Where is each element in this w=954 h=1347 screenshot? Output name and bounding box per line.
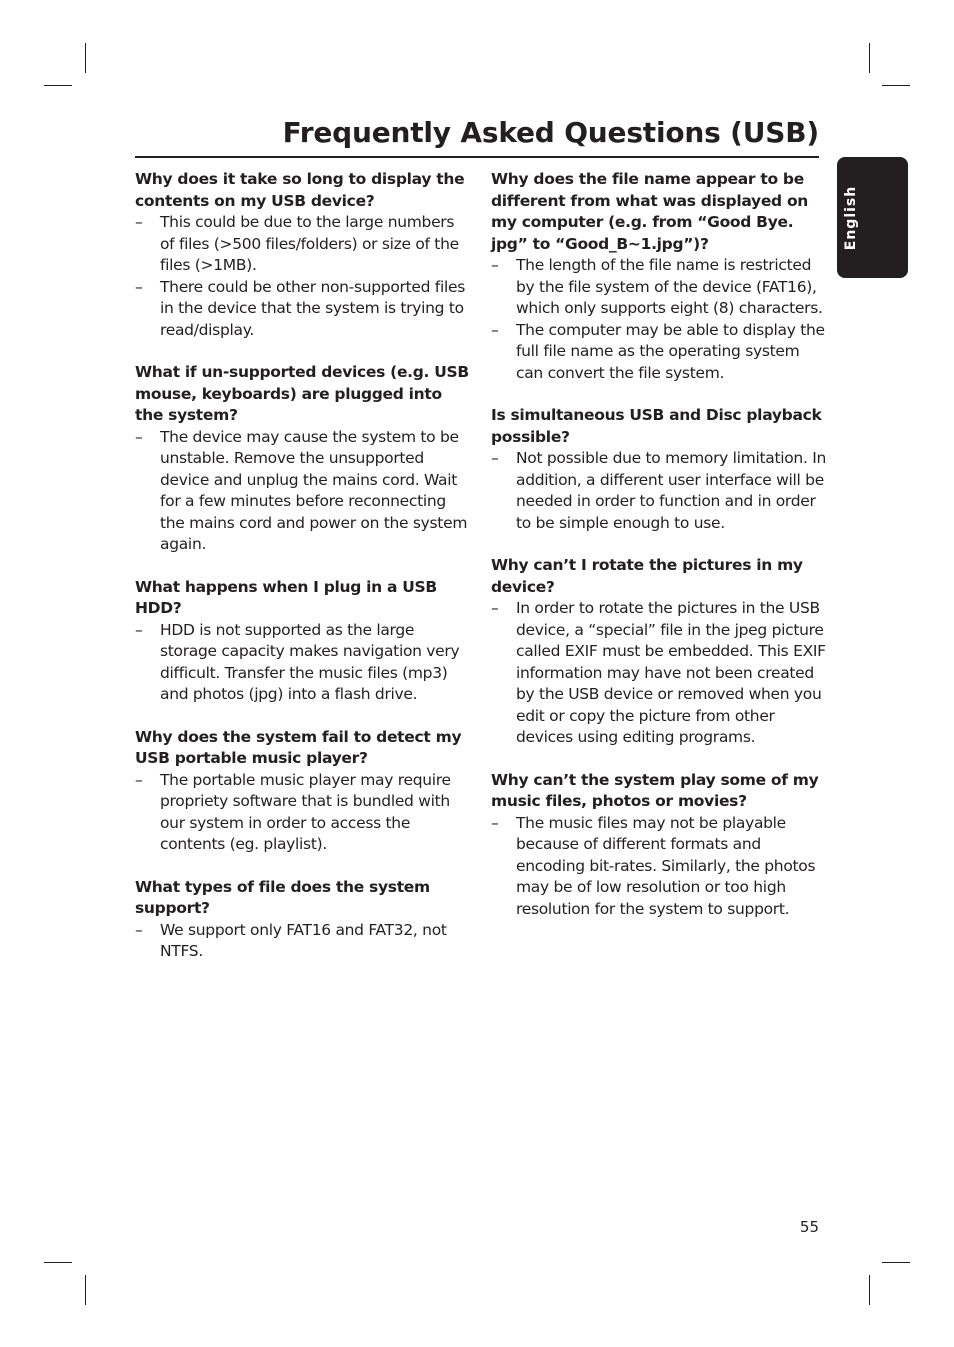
faq-question: Why can’t the system play some of my music files, photos or movies? [491,770,819,810]
language-tab-label-wrap [837,157,865,278]
faq-question: Why can’t I rotate the pictures in my device? [491,556,803,596]
faq-item [491,770,827,921]
faq-question: What happens when I plug in a USB HDD? [135,577,437,617]
faq-question: Why does the file name appear to be different from what was displayed on my computer (e.g. from “Good Bye. jpg” to “Good_B~1.jpg”)? [491,170,809,253]
faq-item [491,555,827,749]
faq-answer-list [491,255,827,384]
faq-answer-list [491,598,827,749]
faq-answer-list [135,620,471,706]
faq-answer-list [135,770,471,856]
right-column [491,169,827,941]
faq-question: What if un-supported devices (e.g. USB mouse, keyboards) are plugged into the system? [135,363,469,424]
crop-mark [882,85,910,86]
faq-answer: – The music files may not be playable because of different formats and encoding bit-rates. Similarly, the photos may be of low resolution or too high resolution for the system to support. [491,813,827,921]
crop-mark [44,1262,72,1263]
crop-mark [869,1275,870,1305]
faq-answer: – There could be other non-supported files in the device that the system is trying to read/display. [135,277,471,342]
faq-question: Is simultaneous USB and Disc playback possible? [491,406,822,446]
faq-item [135,877,471,963]
faq-item [135,169,471,341]
faq-answer: – The computer may be able to display the full file name as the operating system can convert the file system. [491,320,827,385]
faq-answer: – The portable music player may require propriety software that is bundled with our system in order to access the contents (eg. playlist). [135,770,471,856]
faq-question: What types of file does the system support? [135,877,430,917]
crop-mark [85,43,86,73]
faq-item [491,169,827,384]
faq-answer-list [491,813,827,921]
title-divider [135,156,819,158]
faq-answer: – This could be due to the large numbers of files (>500 files/folders) or size of the files (>1MB). [135,212,471,277]
faq-answer: – We support only FAT16 and FAT32, not NTFS. [135,920,471,963]
faq-item [491,405,827,534]
faq-answer-list [135,427,471,556]
faq-answer: – The length of the file name is restricted by the file system of the device (FAT16), which only supports eight (8) characters. [491,255,827,320]
faq-answer: – The device may cause the system to be unstable. Remove the unsupported device and unplug the mains cord. Wait for a few minutes before reconnecting the mains cord and power on the system again. [135,427,471,556]
page-title: Frequently Asked Questions (USB) [282,116,819,149]
crop-mark [44,85,72,86]
crop-mark [882,1262,910,1263]
faq-question: Why does the system fail to detect my USB portable music player? [135,727,462,767]
faq-answer-list [135,212,471,341]
crop-mark [85,1275,86,1305]
crop-mark [869,43,870,73]
faq-item [135,727,471,856]
faq-answer-list [135,920,471,963]
faq-item [135,362,471,556]
faq-question: Why does it take so long to display the contents on my USB device? [135,170,465,210]
faq-answer: – Not possible due to memory limitation. In addition, a different user interface will be needed in order to function and in order to be simple enough to use. [491,448,827,534]
faq-answer-list [491,448,827,534]
faq-answer: – HDD is not supported as the large storage capacity makes navigation very difficult. Transfer the music files (mp3) and photos (jpg) into a flash drive. [135,620,471,706]
language-tab-label: English [843,185,860,250]
faq-item [135,577,471,706]
faq-answer: – In order to rotate the pictures in the USB device, a “special” file in the jpeg picture called EXIF must be embedded. This EXIF information may have not been created by the USB device or removed when you edit or copy the picture from other devices using editing programs. [491,598,827,749]
page-number: 55 [799,1218,819,1236]
left-column [135,169,471,984]
